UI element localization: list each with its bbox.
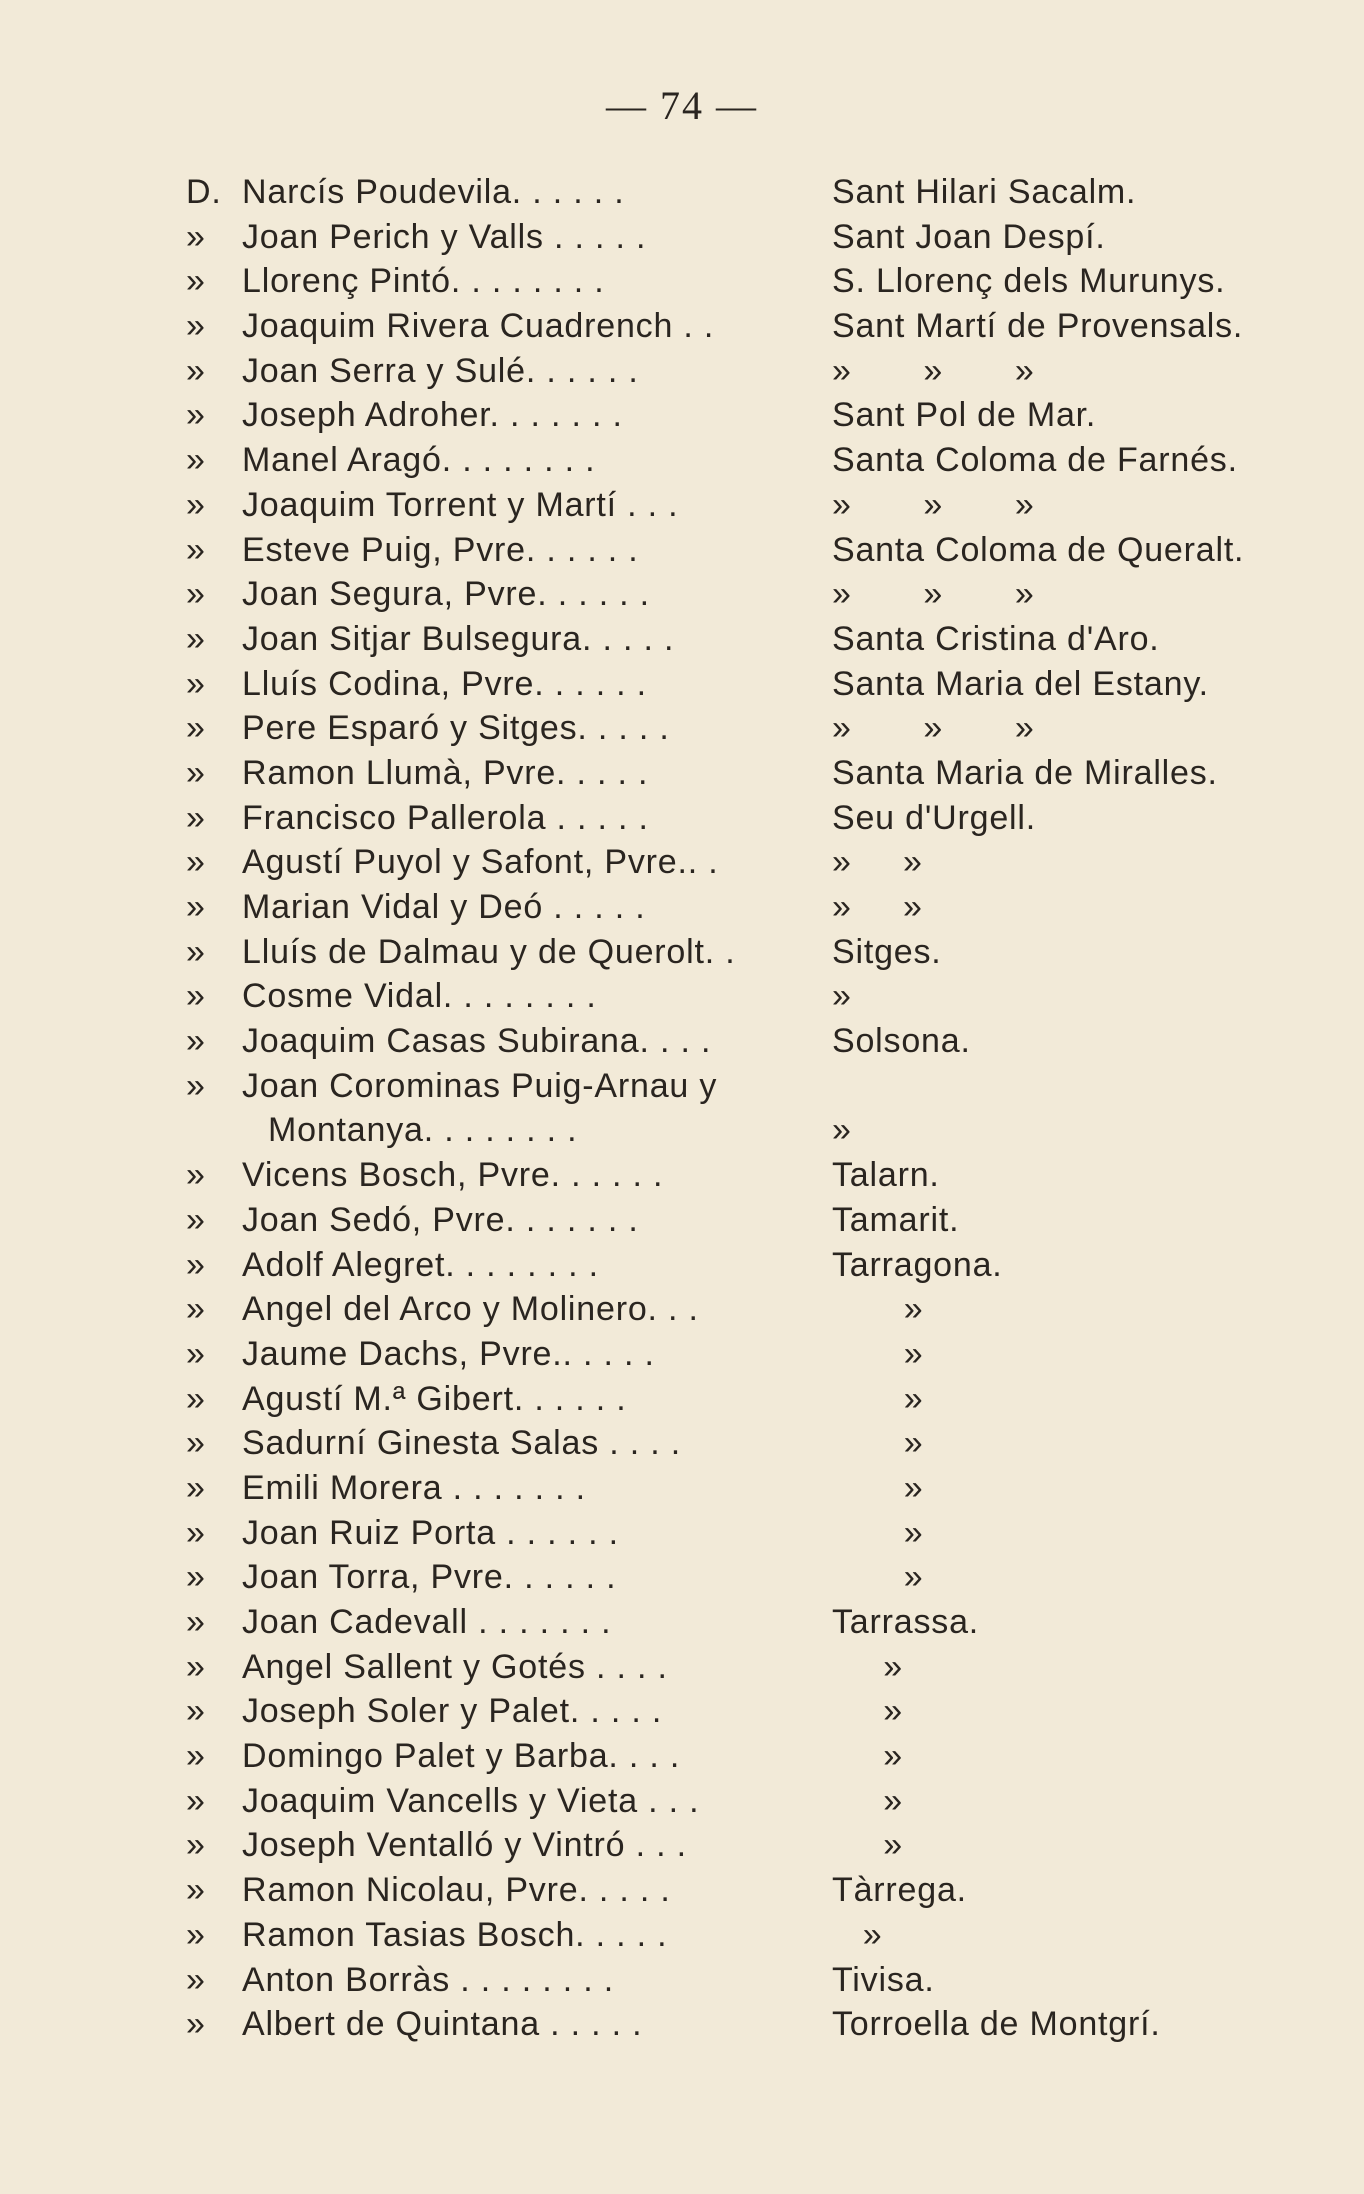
place-name: » — [832, 1468, 924, 1507]
person-name: Joan Segura, Pvre. . . . . . — [242, 575, 650, 614]
list-row — [186, 1555, 1316, 1600]
person-name: Llorenç Pintó. . . . . . . . — [242, 262, 605, 301]
person-name: Joan Torra, Pvre. . . . . . — [242, 1558, 617, 1597]
place-name: Tivisa. — [832, 1960, 935, 1999]
place-name: Sant Pol de Mar. — [832, 396, 1097, 435]
row-prefix: » — [186, 843, 206, 882]
place-name: Tàrrega. — [832, 1871, 967, 1910]
row-prefix: » — [186, 1066, 206, 1105]
list-row — [186, 1511, 1316, 1556]
list-row — [186, 1108, 1316, 1153]
row-prefix: » — [186, 1513, 206, 1552]
place-name: Santa Maria del Estany. — [832, 664, 1209, 703]
place-name: Santa Cristina d'Aro. — [832, 619, 1160, 658]
row-prefix: » — [186, 798, 206, 837]
place-name: » — [832, 1290, 924, 1329]
row-prefix: » — [186, 1558, 206, 1597]
row-prefix: » — [186, 1290, 206, 1329]
list-row — [186, 1779, 1316, 1824]
person-name: Montanya. . . . . . . . — [268, 1111, 578, 1150]
list-row — [186, 438, 1316, 483]
place-name: » — [832, 977, 852, 1016]
list-row — [186, 1958, 1316, 2003]
person-name: Lluís de Dalmau y de Querolt. . — [242, 932, 736, 971]
list-row — [186, 1198, 1316, 1243]
row-prefix: » — [186, 2005, 206, 2044]
list-row — [186, 1600, 1316, 1645]
person-name: Joaquim Vancells y Vieta . . . — [242, 1781, 700, 1820]
list-row — [186, 528, 1316, 573]
person-name: Adolf Alegret. . . . . . . . — [242, 1245, 599, 1284]
place-name: Santa Coloma de Queralt. — [832, 530, 1245, 569]
person-name: Albert de Quintana . . . . . — [242, 2005, 643, 2044]
place-name: » — [832, 1513, 924, 1552]
person-name: Joseph Adroher. . . . . . . — [242, 396, 623, 435]
person-name: Manel Aragó. . . . . . . . — [242, 441, 596, 480]
list-row — [186, 483, 1316, 528]
list-row — [186, 215, 1316, 260]
place-name: » — [832, 1111, 852, 1150]
person-name: Joaquim Rivera Cuadrench . . — [242, 307, 715, 346]
person-name: Joan Ruiz Porta . . . . . . — [242, 1513, 619, 1552]
row-prefix: » — [186, 530, 206, 569]
row-prefix: » — [186, 1156, 206, 1195]
row-prefix: » — [186, 888, 206, 926]
person-name: Angel del Arco y Molinero. . . — [242, 1290, 699, 1329]
place-name: Sant Joan Despí. — [832, 217, 1106, 256]
place-name: » » » — [832, 709, 1035, 748]
list-row — [186, 304, 1316, 349]
person-name: Joseph Ventalló y Vintró . . . — [242, 1826, 687, 1865]
list-row — [186, 1064, 1316, 1109]
list-row — [186, 885, 1316, 930]
row-prefix: » — [186, 1245, 206, 1284]
place-name: » — [832, 1737, 903, 1776]
person-name: Jaume Dachs, Pvre.. . . . . — [242, 1334, 655, 1373]
list-row — [186, 1243, 1316, 1288]
row-prefix: » — [186, 351, 206, 390]
place-name: Torroella de Montgrí. — [832, 2005, 1161, 2044]
person-name: Joan Cadevall . . . . . . . — [242, 1603, 612, 1641]
row-prefix: » — [186, 1603, 206, 1641]
place-name: » — [832, 1558, 924, 1597]
person-name: Agustí Puyol y Safont, Pvre.. . — [242, 843, 719, 882]
person-name: Angel Sallent y Gotés . . . . — [242, 1647, 668, 1686]
person-name: Joan Sedó, Pvre. . . . . . . — [242, 1200, 639, 1239]
place-name: » — [832, 1692, 903, 1731]
person-name: Anton Borràs . . . . . . . . — [242, 1960, 614, 1999]
row-prefix: » — [186, 1960, 206, 1999]
person-name: Ramon Nicolau, Pvre. . . . . — [242, 1871, 671, 1910]
row-prefix: » — [186, 396, 206, 435]
row-prefix: » — [186, 1200, 206, 1239]
place-name: S. Llorenç dels Murunys. — [832, 262, 1226, 301]
person-name: Joaquim Casas Subirana. . . . — [242, 1022, 712, 1061]
row-prefix: » — [186, 1424, 206, 1463]
row-prefix: » — [186, 1915, 206, 1954]
list-row — [186, 974, 1316, 1019]
row-prefix: » — [186, 262, 206, 301]
list-row — [186, 1645, 1316, 1690]
place-name: » — [832, 1781, 903, 1820]
place-name: » — [832, 1424, 924, 1463]
person-name: Ramon Llumà, Pvre. . . . . — [242, 753, 649, 792]
list-row — [186, 2002, 1316, 2047]
row-prefix: » — [186, 485, 206, 524]
list-row — [186, 1689, 1316, 1734]
row-prefix: » — [186, 1737, 206, 1776]
row-prefix: » — [186, 619, 206, 658]
person-name: Joan Corominas Puig-Arnau y — [242, 1066, 718, 1105]
person-name: Lluís Codina, Pvre. . . . . . — [242, 664, 647, 703]
list-row — [186, 796, 1316, 841]
place-name: Santa Coloma de Farnés. — [832, 441, 1238, 480]
row-prefix: » — [186, 1692, 206, 1731]
place-name: » — [832, 1379, 924, 1418]
person-name: Cosme Vidal. . . . . . . . — [242, 977, 597, 1016]
row-prefix: » — [186, 1022, 206, 1061]
place-name: » » » — [832, 575, 1035, 614]
person-name: Joan Serra y Sulé. . . . . . — [242, 351, 639, 390]
person-name: Francisco Pallerola . . . . . — [242, 798, 649, 837]
place-name: Tarragona. — [832, 1245, 1003, 1284]
place-name: » — [832, 1647, 903, 1686]
person-name: Esteve Puig, Pvre. . . . . . — [242, 530, 639, 569]
list-row — [186, 706, 1316, 751]
list-row — [186, 1823, 1316, 1868]
list-row — [186, 1913, 1316, 1958]
place-name: » — [832, 1334, 924, 1373]
row-prefix: » — [186, 1781, 206, 1820]
place-name: Sitges. — [832, 932, 942, 971]
person-name: Pere Esparó y Sitges. . . . . — [242, 709, 670, 748]
row-prefix: » — [186, 217, 206, 256]
row-prefix: D. — [186, 173, 222, 211]
list-row — [186, 170, 1316, 215]
list-row — [186, 662, 1316, 707]
list-row — [186, 751, 1316, 796]
person-name: Sadurní Ginesta Salas . . . . — [242, 1424, 681, 1463]
list-row — [186, 930, 1316, 975]
person-name: Narcís Poudevila. . . . . . — [242, 173, 625, 211]
place-name: » » » — [832, 351, 1035, 390]
person-name: Ramon Tasias Bosch. . . . . — [242, 1915, 668, 1954]
place-name: Sant Martí de Provensals. — [832, 307, 1244, 346]
page-number: — 74 — — [606, 83, 758, 128]
person-name: Joseph Soler y Palet. . . . . — [242, 1692, 663, 1731]
row-prefix: » — [186, 977, 206, 1016]
place-name: » » — [832, 843, 923, 882]
row-prefix: » — [186, 1826, 206, 1865]
row-prefix: » — [186, 753, 206, 792]
list-row — [186, 259, 1316, 304]
list-row — [186, 393, 1316, 438]
row-prefix: » — [186, 1468, 206, 1507]
place-name: Seu d'Urgell. — [832, 798, 1036, 837]
place-name: Talarn. — [832, 1156, 940, 1195]
member-list — [186, 170, 1316, 2047]
list-row — [186, 1019, 1316, 1064]
place-name: Tarrassa. — [832, 1603, 980, 1641]
list-row — [186, 1377, 1316, 1422]
person-name: Agustí M.ª Gibert. . . . . . — [242, 1379, 627, 1418]
list-row — [186, 572, 1316, 617]
place-name: » — [832, 1826, 903, 1865]
list-row — [186, 1421, 1316, 1466]
list-row — [186, 1466, 1316, 1511]
row-prefix: » — [186, 441, 206, 480]
person-name: Marian Vidal y Deó . . . . . — [242, 888, 646, 926]
place-name: Sant Hilari Sacalm. — [832, 173, 1137, 211]
row-prefix: » — [186, 709, 206, 748]
row-prefix: » — [186, 932, 206, 971]
row-prefix: » — [186, 1871, 206, 1910]
person-name: Joaquim Torrent y Martí . . . — [242, 485, 679, 524]
place-name: Solsona. — [832, 1022, 971, 1061]
list-row — [186, 1734, 1316, 1779]
row-prefix: » — [186, 575, 206, 614]
person-name: Domingo Palet y Barba. . . . — [242, 1737, 681, 1776]
person-name: Joan Sitjar Bulsegura. . . . . — [242, 619, 675, 658]
list-row — [186, 840, 1316, 885]
list-row — [186, 617, 1316, 662]
list-row — [186, 1287, 1316, 1332]
place-name: » — [832, 1915, 883, 1954]
row-prefix: » — [186, 1647, 206, 1686]
row-prefix: » — [186, 307, 206, 346]
row-prefix: » — [186, 1334, 206, 1373]
list-row — [186, 1332, 1316, 1377]
list-row — [186, 1153, 1316, 1198]
place-name: » » » — [832, 485, 1035, 524]
person-name: Joan Perich y Valls . . . . . — [242, 217, 647, 256]
row-prefix: » — [186, 664, 206, 703]
list-row — [186, 1868, 1316, 1913]
row-prefix: » — [186, 1379, 206, 1418]
list-row — [186, 349, 1316, 394]
place-name: Tamarit. — [832, 1200, 960, 1239]
place-name: Santa Maria de Miralles. — [832, 753, 1218, 792]
person-name: Emili Morera . . . . . . . — [242, 1468, 586, 1507]
person-name: Vicens Bosch, Pvre. . . . . . — [242, 1156, 664, 1195]
place-name: » » — [832, 888, 923, 926]
